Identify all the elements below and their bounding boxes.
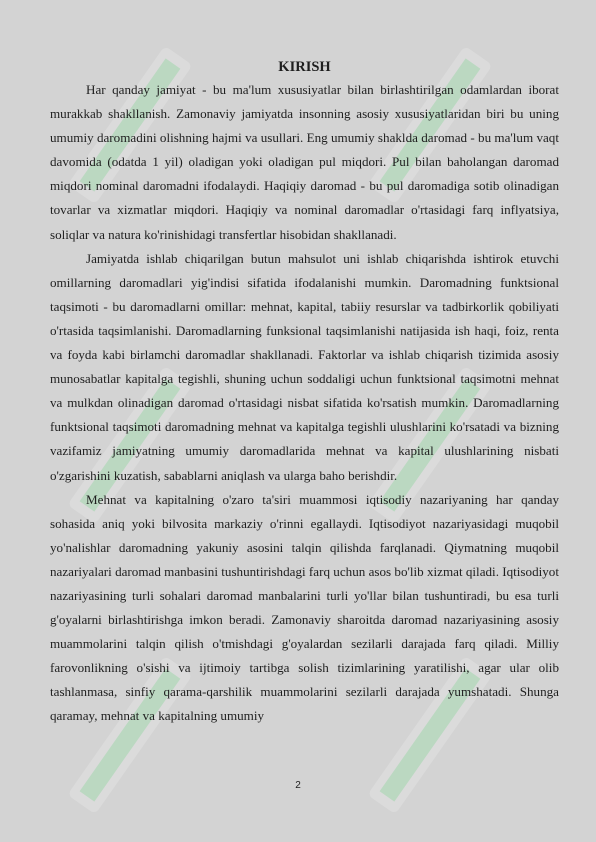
page-title: KIRISH: [278, 59, 331, 75]
page-number: 2: [295, 780, 301, 791]
paragraph: Jamiyatda ishlab chiqarilgan butun mahsulot uni ishlab chiqarishda ishtirok etuvchi omillarning daromadlari yig'indisi sifatida ifodalanishi mumkin. Daromadning funktsional taqsimoti - bu daromadlarni omillar: mehnat, kapital, tabiiy resurslar va tadbirkorlik qobiliyati o'rtasida taqsimlanishi. Daromadlarning funksional taqsimlanishi natijasida ish haqi, foiz, renta va foyda kabi birlamchi daromadlar shakllanadi. Faktorlar va ishlab chiqarish tizimida asosiy munosabatlar kapitalga tegishli, shuning uchun soddaligi uchun funktsional taqsimotni mehnat va mulkdan olinadigan daromad o'rtasidagi nisbat sifatida ko'rsatish mumkin. Daromadlarning funktsional taqsimoti daromadning mehnat va kapitalga tegishli ulushlarini ko'rsatadi va bizning vazifamiz jamiyatning umumiy daromadlarida mehnat va kapital ulushlarining nisbati o'zgarishini kuzatish, sabablarni aniqlash va ularga baho berishdir.: [50, 250, 559, 483]
document-body: [50, 56, 559, 729]
paragraph: Har qanday jamiyat - bu ma'lum xususiyatlar bilan birlashtirilgan odamlardan iborat murakkab shakllanish. Zamonaviy jamiyatda insonning asosiy xususiyatlaridan biri bu uning umumiy daromadini olishning hajmi va usullari. Eng umumiy shaklda daromad - bu ma'lum vaqt davomida (odatda 1 yil) oladigan yoki oladigan pul miqdori. Pul bilan baholangan daromad miqdori nominal daromadni ifodalaydi. Haqiqiy daromad - bu pul daromadiga sotib olinadigan tovarlar va xizmatlar miqdori. Haqiqiy va nominal daromadlar o'rtasidagi farq inflyatsiya, soliqlar va natura ko'rinishidagi transfertlar hisobidan shakllanadi.: [50, 82, 559, 242]
paragraph: Mehnat va kapitalning o'zaro ta'siri muammosi iqtisodiy nazariyaning har qanday sohasida aniq yoki bilvosita markaziy o'rinni egallaydi. Iqtisodiyot nazariyasidagi muqobil yo'nalishlar daromadning yakuniy asosini talqin qilishda farqlanadi. Qiymatning muqobil nazariyalari daromad manbasini tushuntirishdagi farq uchun asos bo'lib xizmat qiladi. Iqtisodiyot nazariyasining turli sohalari daromad manbalarini turli yo'llar bilan tushuntiradi, bu esa turli g'oyalarni birlashtirishga imkon beradi. Zamonaviy sharoitda daromad nazariyasining asosiy muammolarini talqin qilish o'tmishdagi g'oyalardan sezilarli darajada farq qiladi. Milliy farovonlikning o'sishi va ijtimoiy tartibga solish tizimlarining yaratilishi, agar ular olib tashlanmasa, sinfiy qarama-qarshilik muammolarini sezilarli darajada yumshatadi. Shunga qaramay, mehnat va kapitalning umumiy: [50, 491, 559, 724]
